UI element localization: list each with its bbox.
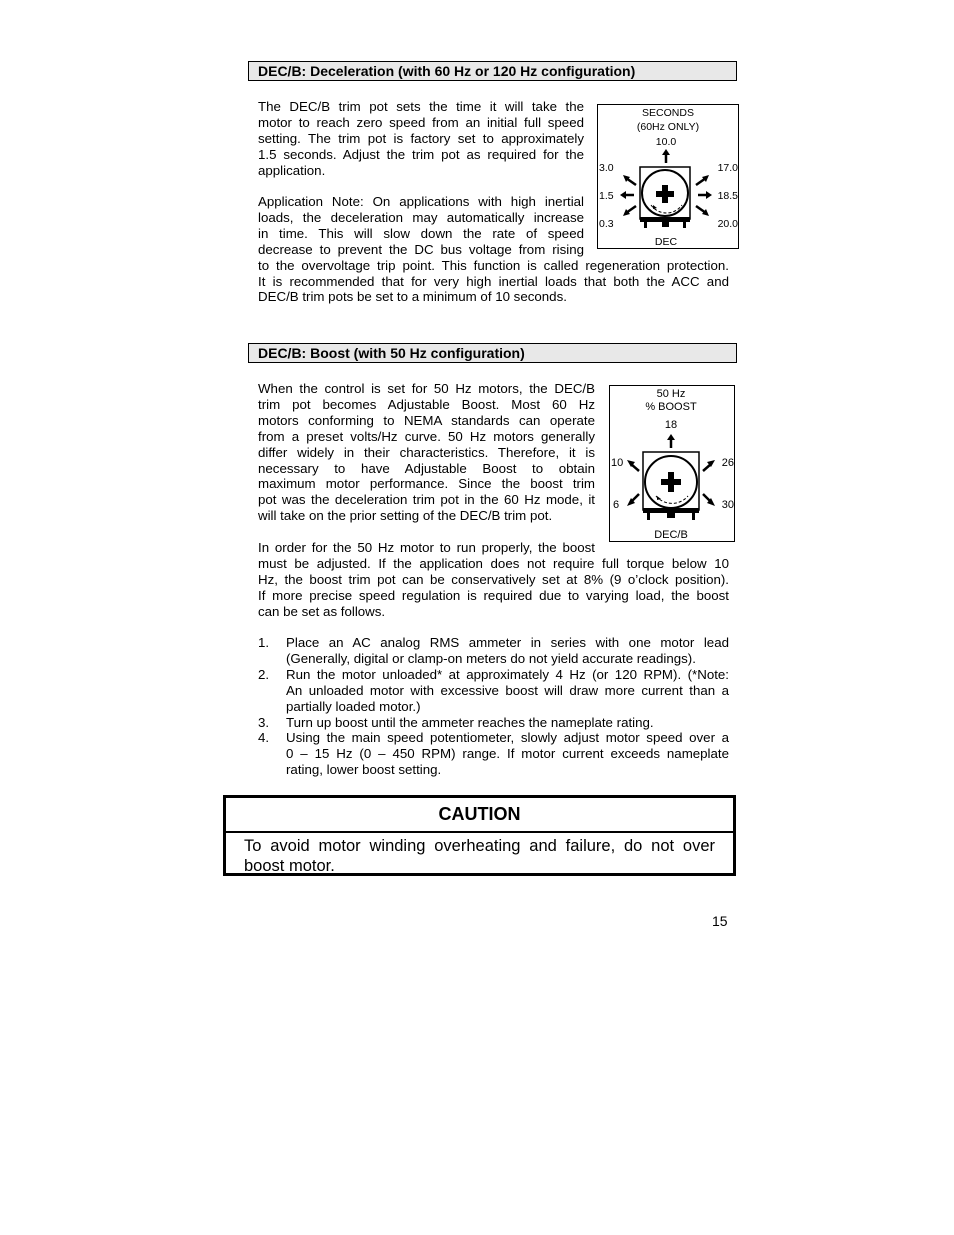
boost-trim-pot-diagram	[610, 386, 734, 541]
deceleration-paragraph: The DEC/B trim pot sets the time it will take the motor to reach zero speed from an initial full speed setting. The trim pot is factory set to approximately 1.5 seconds. Adjust the trim pot as required for the application.	[258, 99, 584, 178]
list-item: 4. Using the main speed potentiometer, slowly adjust motor speed over a 0 – 15 Hz (0 – 450 RPM) range. If motor current exceeds nameplate rating, lower boost setting.	[258, 730, 729, 778]
trim-pot-label: DEC	[654, 236, 678, 248]
page-number: 15	[712, 913, 728, 929]
dial-label-left-upper: 3.0	[599, 162, 614, 174]
boost-trim-pot-figure	[609, 385, 735, 542]
dial-label-left-lower: 6	[613, 499, 620, 511]
dial-label-left-upper: 10	[611, 457, 624, 469]
deceleration-trim-pot-diagram	[598, 105, 738, 248]
dial-label-left-mid: 1.5	[599, 190, 614, 202]
trim-pot-icon	[643, 452, 699, 520]
caution-message: To avoid motor winding overheating and failure, do not over boost motor.	[244, 837, 715, 875]
dial-label-top: 18	[664, 419, 678, 431]
figure-subtitle: % BOOST	[645, 401, 697, 413]
dial-label-right-mid: 18.5	[717, 190, 738, 202]
dial-label-right-lower: 20.0	[717, 218, 738, 230]
trim-pot-label: DEC/B	[654, 529, 688, 541]
boost-adjust-paragraph: In order for the 50 Hz motor to run properly, the boost must be adjusted. If the application does not require full torque below 10 Hz, the boost trim pot can be conservatively set at 8% (9 o’clock position). If more precise speed regulation is required due to varying load, the boost can be set as follows.	[258, 540, 729, 619]
list-item: 3. Turn up boost until the ammeter reaches the nameplate rating.	[258, 714, 654, 730]
caution-box	[223, 795, 736, 876]
application-note-paragraph: Application Note: On applications with high inertial loads, the deceleration may automatically increase in time. This will slow down the rate of speed decrease to prevent the DC bus voltage from rising to the overvoltage trip point. This function is called regeneration protection. It is recommended that for very high inertial loads that both the ACC and DEC/B trim pots be set to a minimum of 10 seconds.	[258, 194, 729, 305]
dial-label-top: 10.0	[655, 136, 677, 148]
boost-procedure-list	[258, 635, 729, 778]
figure-title: SECONDS	[642, 107, 694, 119]
list-item: 1. Place an AC analog RMS ammeter in series with one motor lead (Generally, digital or clamp-on meters do not yield accurate readings).	[258, 635, 729, 666]
dial-label-right-upper: 17.0	[717, 162, 738, 174]
dial-label-right-lower: 30	[721, 499, 734, 511]
list-item: 2. Run the motor unloaded* at approximately 4 Hz (or 120 RPM). (*Note: An unloaded motor with excessive boost will draw more current than a partially loaded motor.)	[258, 666, 729, 714]
section-heading-deceleration: DEC/B: Deceleration (with 60 Hz or 120 Hz configuration)	[248, 61, 737, 81]
deceleration-trim-pot-figure	[597, 104, 739, 249]
caution-title: CAUTION	[226, 798, 733, 833]
section-heading-boost: DEC/B: Boost (with 50 Hz configuration)	[248, 343, 737, 363]
boost-paragraph: When the control is set for 50 Hz motors, the DEC/B trim pot becomes Adjustable Boost. Most 60 Hz motors conforming to NEMA standards can operate from a preset volts/Hz curve. 50 Hz motors generally differ widely in their characteristics. Therefore, it is necessary to have Adjustable Boost to obtain maximum motor performance. Since the boost trim pot was the deceleration trim pot in the 60 Hz mode, it will take on the prior setting of the DEC/B trim pot.	[258, 381, 595, 524]
figure-subtitle: (60Hz ONLY)	[636, 121, 700, 133]
dial-label-left-lower: 0.3	[599, 218, 614, 230]
trim-pot-icon	[640, 167, 690, 228]
figure-title: 50 Hz	[656, 388, 686, 400]
dial-label-right-upper: 26	[721, 457, 734, 469]
